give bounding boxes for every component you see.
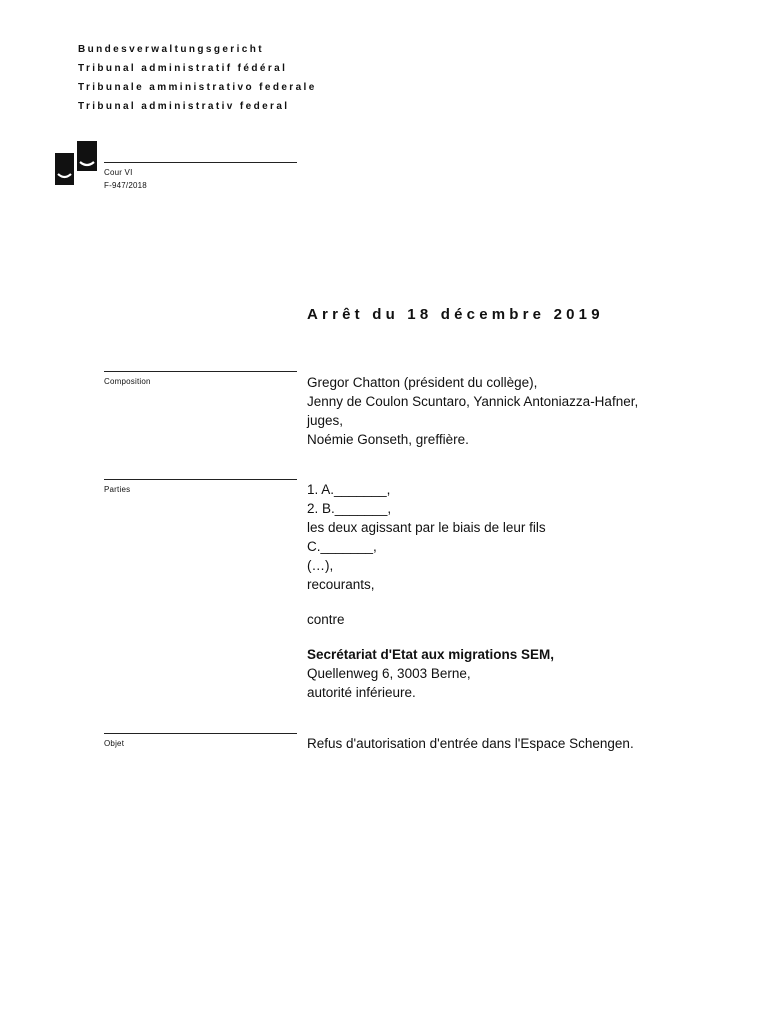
composition-block bbox=[307, 373, 638, 449]
object-block bbox=[307, 734, 634, 753]
respondent-line: autorité inférieure. bbox=[307, 685, 416, 700]
court-logo-icon bbox=[55, 141, 97, 185]
court-names-header bbox=[78, 40, 317, 116]
parties-divider bbox=[104, 479, 297, 480]
composition-divider bbox=[104, 371, 297, 372]
composition-line: Gregor Chatton (président du collège), bbox=[307, 375, 538, 390]
court-name-de: Bundesverwaltungsgericht bbox=[78, 44, 264, 55]
appellant-line: (…), bbox=[307, 558, 334, 573]
appellant-line: 2. B._______, bbox=[307, 501, 392, 516]
court-name-rm: Tribunal administrativ federal bbox=[78, 101, 290, 112]
page-title: Arrêt du 18 décembre 2019 bbox=[307, 306, 604, 323]
appellant-line: C._______, bbox=[307, 539, 377, 554]
case-number: F-947/2018 bbox=[104, 181, 147, 190]
against-text: contre bbox=[307, 612, 345, 627]
respondent-line: Quellenweg 6, 3003 Berne, bbox=[307, 666, 471, 681]
respondent-name: Secrétariat d'Etat aux migrations SEM, bbox=[307, 647, 555, 662]
appellant-line: 1. A._______, bbox=[307, 482, 391, 497]
parties-label: Parties bbox=[104, 485, 131, 494]
court-name-it: Tribunale amministrativo federale bbox=[78, 82, 317, 93]
parties-block bbox=[307, 480, 554, 702]
composition-line: Jenny de Coulon Scuntaro, Yannick Antoniazza-Hafner, bbox=[307, 394, 639, 409]
composition-line: juges, bbox=[307, 413, 344, 428]
object-label: Objet bbox=[104, 739, 125, 748]
court-name-fr: Tribunal administratif fédéral bbox=[78, 63, 288, 74]
header-divider bbox=[104, 162, 297, 163]
court-division: Cour VI bbox=[104, 168, 133, 177]
object-text: Refus d'autorisation d'entrée dans l'Espace Schengen. bbox=[307, 736, 634, 751]
composition-label: Composition bbox=[104, 377, 151, 386]
appellant-line: les deux agissant par le biais de leur fils bbox=[307, 520, 546, 535]
composition-line: Noémie Gonseth, greffière. bbox=[307, 432, 469, 447]
appellant-line: recourants, bbox=[307, 577, 375, 592]
object-divider bbox=[104, 733, 297, 734]
